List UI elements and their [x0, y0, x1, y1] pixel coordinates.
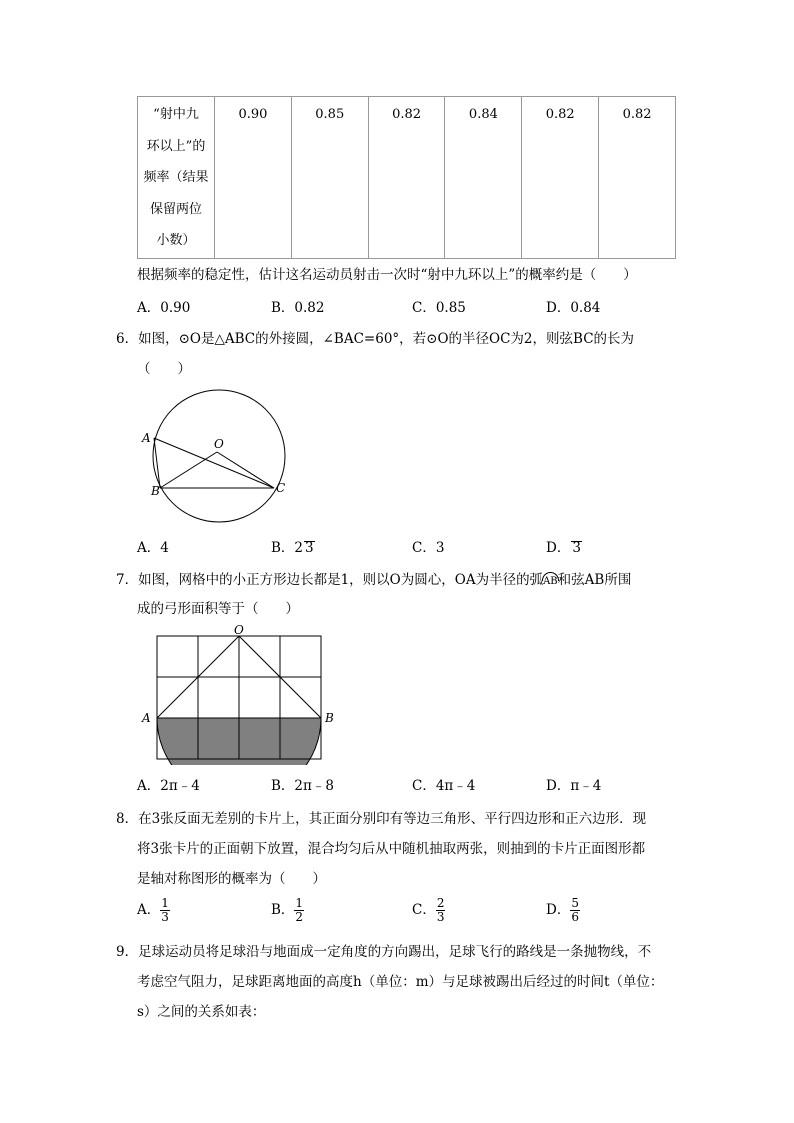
denominator: 3 [436, 910, 445, 924]
numerator: 1 [161, 896, 169, 910]
q8-stem-text: 在3张反面无差别的卡片上，其正面分别印有等边三角形、平行四边形和正六边形．现 [138, 811, 647, 827]
q9-stem-line3: s）之间的关系如表： [137, 1004, 266, 1020]
table-cell: 0.84 [445, 97, 522, 259]
table-row-label [138, 97, 215, 259]
label-a: A [142, 431, 151, 445]
row-label-line: “射中九 [153, 107, 199, 122]
sqrt-symbol [304, 541, 315, 555]
option-text: D． [546, 902, 571, 918]
numerator: 5 [571, 896, 579, 910]
q8-option-b[interactable] [271, 897, 304, 924]
q5-option-c[interactable]: C．0.85 [412, 300, 466, 316]
row-label-line: 环以上”的 [146, 138, 206, 154]
q5-option-d[interactable]: D．0.84 [546, 300, 601, 316]
label-o: O [234, 623, 244, 637]
q7-stem [116, 568, 631, 588]
radicand: 3 [305, 540, 314, 556]
q6-option-b[interactable] [271, 536, 315, 556]
q7-grid-figure [138, 620, 348, 765]
denominator: 3 [161, 910, 169, 924]
label-c: C [276, 481, 286, 495]
numerator: 2 [436, 896, 445, 910]
fraction [160, 897, 170, 924]
label-a: A [142, 711, 151, 725]
row-label-line: 保留两位 [149, 201, 202, 217]
q8-option-c[interactable] [412, 897, 445, 924]
question-number: 8． [116, 811, 139, 827]
row-label-line: 小数） [156, 233, 196, 248]
q6-circle-figure [140, 384, 300, 529]
q8-stem-line1 [116, 807, 646, 827]
q6-stem [116, 327, 634, 347]
fraction [294, 897, 304, 924]
option-text: C． [412, 902, 436, 918]
table-cell: 0.82 [599, 97, 676, 259]
table-cell: 0.90 [215, 97, 292, 259]
q7-option-c[interactable]: C．4π﹣4 [412, 778, 476, 794]
table-cell: 0.82 [522, 97, 599, 259]
row-label-line: 频率（结果 [143, 170, 209, 185]
question-number: 9． [116, 944, 139, 960]
denominator: 2 [295, 910, 304, 924]
option-text: B． [271, 902, 295, 918]
q5-option-a[interactable]: A．0.90 [137, 300, 191, 316]
q5-option-b[interactable]: B．0.82 [271, 300, 325, 316]
sqrt-symbol [571, 541, 582, 555]
q6-answer-bracket: （ ） [137, 361, 191, 377]
option-text: B．2 [271, 540, 304, 556]
q7-option-b[interactable]: B．2π﹣8 [271, 778, 334, 794]
q8-option-d[interactable] [546, 897, 580, 924]
question-number: 7． [116, 572, 139, 588]
q9-stem-line2: 考虑空气阻力，足球距离地面的高度h（单位：m）与足球被踢出后经过的时间t（单位： [137, 974, 664, 990]
table-cell: 0.85 [291, 97, 368, 259]
radicand: 3 [572, 540, 581, 556]
table-row [138, 97, 676, 259]
label-b: B [325, 711, 334, 725]
q9-stem-text: 足球运动员将足球沿与地面成一定角度的方向踢出，足球飞行的路线是一条抛物线，不 [138, 944, 652, 960]
q7-stem-text: 如图，网格中的小正方形边长都是1，则以O为圆心，OA为半径的弧 [138, 572, 544, 588]
q7-stem-line2: 成的弓形面积等于（ ） [137, 601, 299, 617]
fraction [570, 897, 580, 924]
table-cell: 0.82 [368, 97, 445, 259]
q7-option-a[interactable]: A．2π﹣4 [137, 778, 200, 794]
q7-stem-text: 和弦AB所围 [557, 572, 632, 588]
arc-ab: AB [543, 576, 558, 587]
question-number: 6． [116, 331, 139, 347]
q6-option-c[interactable]: C．3 [412, 540, 445, 556]
option-text: A． [137, 902, 161, 918]
label-o: O [214, 437, 224, 451]
q6-option-d[interactable] [546, 536, 582, 556]
q8-stem-line2: 将3张卡片的正面朝下放置，混合均匀后从中随机抽取两张，则抽到的卡片正面图形都 [137, 841, 646, 857]
numerator: 1 [295, 896, 304, 910]
frequency-table [137, 96, 676, 259]
q6-stem-text: 如图，⊙O是△ABC的外接圆，∠BAC=60°，若⊙O的半径OC为2，则弦BC的长为 [138, 331, 635, 347]
q7-option-d[interactable]: D．π﹣4 [546, 778, 602, 794]
q9-stem-line1 [116, 940, 651, 960]
denominator: 6 [571, 910, 579, 924]
q8-stem-line3: 是轴对称图形的概率为（ ） [137, 871, 326, 887]
q8-option-a[interactable] [137, 897, 170, 924]
label-b: B [151, 484, 160, 498]
option-text: D． [546, 540, 571, 556]
q6-option-a[interactable]: A．4 [137, 540, 169, 556]
q5-stem: 根据频率的稳定性，估计这名运动员射击一次时“射中九环以上”的概率约是（ ） [137, 267, 637, 283]
fraction [436, 897, 446, 924]
